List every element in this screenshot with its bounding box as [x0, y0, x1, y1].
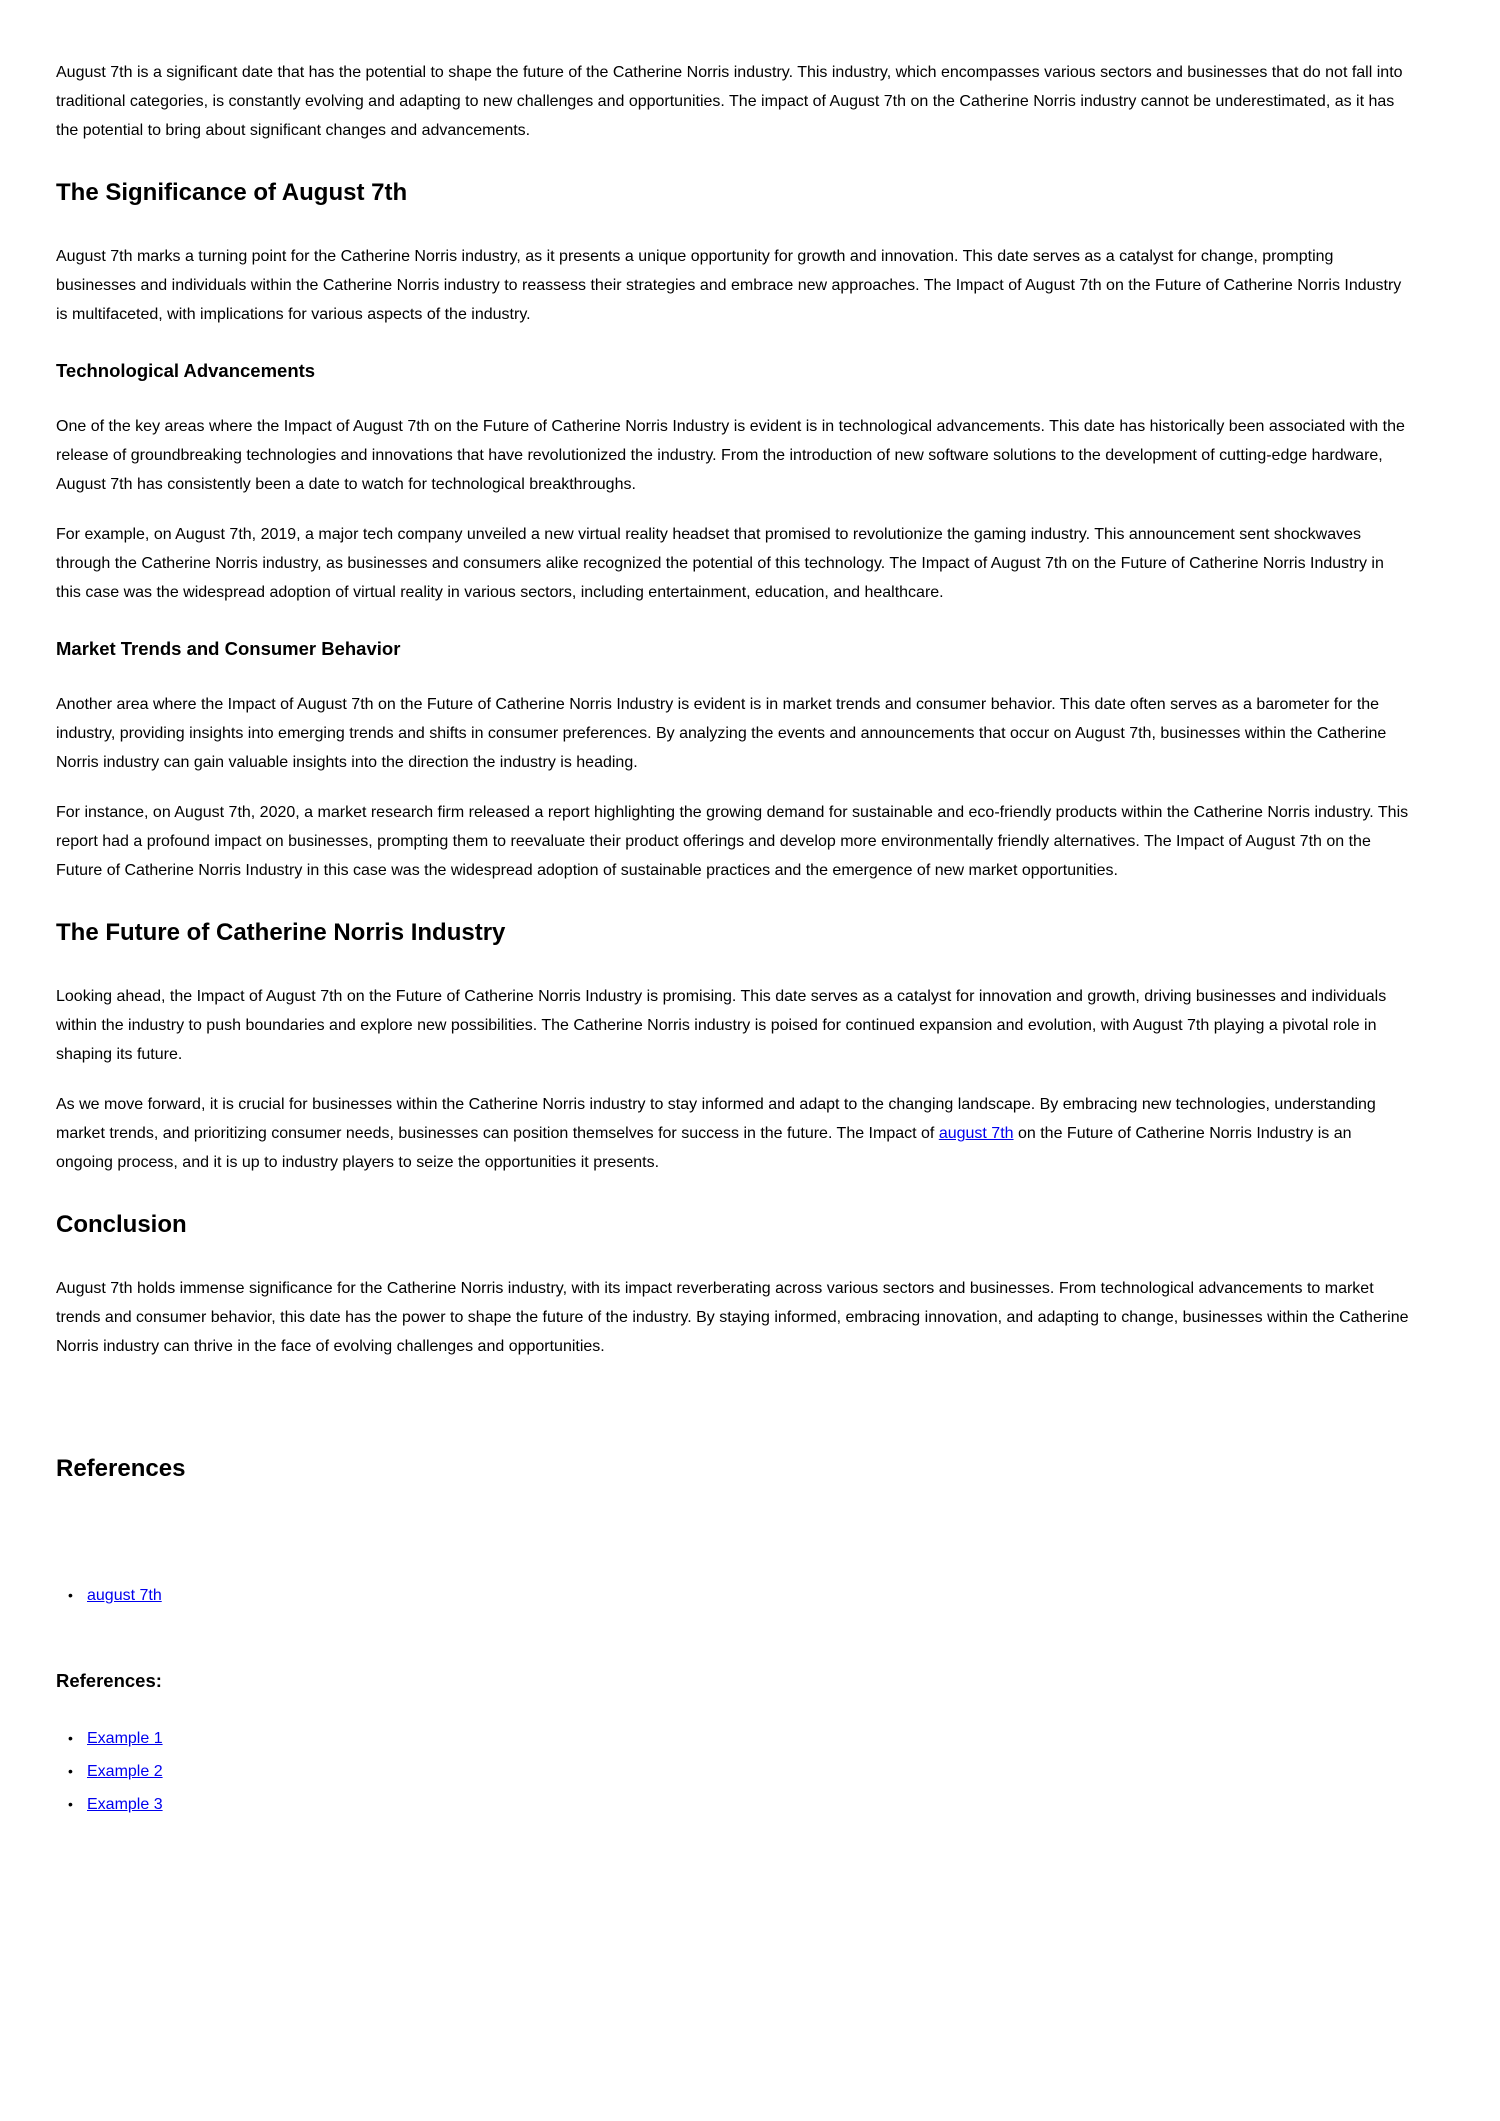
future-paragraph-1: Looking ahead, the Impact of August 7th on the Future of Catherine Norris Industry is promising. This date serves as a catalyst for innovation and growth, driving businesses and individuals within the industry to push boundaries and explore new possibilities. The Catherine Norris industry is poised for continued expansion and evolution, with August 7th playing a pivotal role in shaping its future. [56, 988, 1387, 1063]
example-3-link[interactable]: Example 3 [87, 1796, 163, 1813]
article-content [56, 58, 1410, 1819]
market-paragraph-2: For instance, on August 7th, 2020, a market research firm released a report highlighting the growing demand for sustainable and eco-friendly products within the Catherine Norris industry. This report had a profound impact on businesses, prompting them to reevaluate their product offerings and develop more environmentally friendly alternatives. The Impact of August 7th on the Future of Catherine Norris Industry in this case was the widespread adoption of sustainable practices and the emergence of new market opportunities. [56, 804, 1409, 879]
references-example-list [56, 1724, 1410, 1819]
heading-references: References [56, 1455, 186, 1482]
tech-paragraph-1: One of the key areas where the Impact of August 7th on the Future of Catherine Norris Industry is evident is in technological advancements. This date has historically been associated with the release of groundbreaking technologies and innovations that have revolutionized the industry. From the introduction of new software solutions to the development of cutting-edge hardware, August 7th has consistently been a date to watch for technological breakthroughs. [56, 418, 1405, 493]
example-2-link[interactable]: Example 2 [87, 1763, 163, 1780]
example-1-link[interactable]: Example 1 [87, 1730, 163, 1747]
august-7th-inline-link[interactable]: august 7th [938, 1125, 1014, 1142]
references-primary-list [56, 1581, 1410, 1610]
future-paragraph-2 [56, 1090, 1410, 1177]
list-item [56, 1757, 1410, 1786]
heading-market-trends: Market Trends and Consumer Behavior [56, 638, 401, 659]
tech-paragraph-2: For example, on August 7th, 2019, a major tech company unveiled a new virtual reality headset that promised to revolutionize the gaming industry. This announcement sent shockwaves through the Catherine Norris industry, as businesses and consumers alike recognized the potential of this technology. The Impact of August 7th on the Future of Catherine Norris Industry in this case was the widespread adoption of virtual reality in various sectors, including entertainment, education, and healthcare. [56, 526, 1384, 601]
heading-future: The Future of Catherine Norris Industry [56, 919, 506, 946]
future-paragraph-2-text-after: on the Future of Catherine Norris Industry is an ongoing process, and it is up to industry players to seize the opportunities it presents. [56, 1125, 1352, 1171]
market-paragraph-1: Another area where the Impact of August 7th on the Future of Catherine Norris Industry is evident is in market trends and consumer behavior. This date often serves as a barometer for the industry, providing insights into emerging trends and shifts in consumer preferences. By analyzing the events and announcements that occur on August 7th, businesses within the Catherine Norris industry can gain valuable insights into the direction the industry is heading. [56, 696, 1387, 771]
list-item [56, 1581, 1410, 1610]
heading-technological-advancements: Technological Advancements [56, 360, 316, 381]
heading-significance: The Significance of August 7th [56, 179, 408, 206]
intro-paragraph: August 7th is a significant date that has the potential to shape the future of the Catherine Norris industry. This industry, which encompasses various sectors and businesses that do not fall into traditional categories, is constantly evolving and adapting to new challenges and opportunities. The impact of August 7th on the Catherine Norris industry cannot be underestimated, as it has the potential to bring about significant changes and advancements. [56, 64, 1403, 139]
conclusion-paragraph: August 7th holds immense significance for the Catherine Norris industry, with its impact reverberating across various sectors and businesses. From technological advancements to market trends and consumer behavior, this date has the power to shape the future of the industry. By staying informed, embracing innovation, and adapting to change, businesses within the Catherine Norris industry can thrive in the face of evolving challenges and opportunities. [56, 1280, 1409, 1355]
heading-conclusion: Conclusion [56, 1211, 187, 1238]
significance-paragraph: August 7th marks a turning point for the Catherine Norris industry, as it presents a unique opportunity for growth and innovation. This date serves as a catalyst for change, prompting businesses and individuals within the Catherine Norris industry to reassess their strategies and embrace new approaches. The Impact of August 7th on the Future of Catherine Norris Industry is multifaceted, with implications for various aspects of the industry. [56, 248, 1402, 323]
heading-references-secondary: References: [56, 1670, 162, 1691]
future-paragraph-2-text-before: As we move forward, it is crucial for businesses within the Catherine Norris industry to stay informed and adapt to the changing landscape. By embracing new technologies, understanding market trends, and prioritizing consumer needs, businesses can position themselves for success in the future. The Impact of [56, 1096, 1376, 1142]
list-item [56, 1790, 1410, 1819]
august-7th-reference-link[interactable]: august 7th [87, 1587, 162, 1604]
list-item [56, 1724, 1410, 1753]
